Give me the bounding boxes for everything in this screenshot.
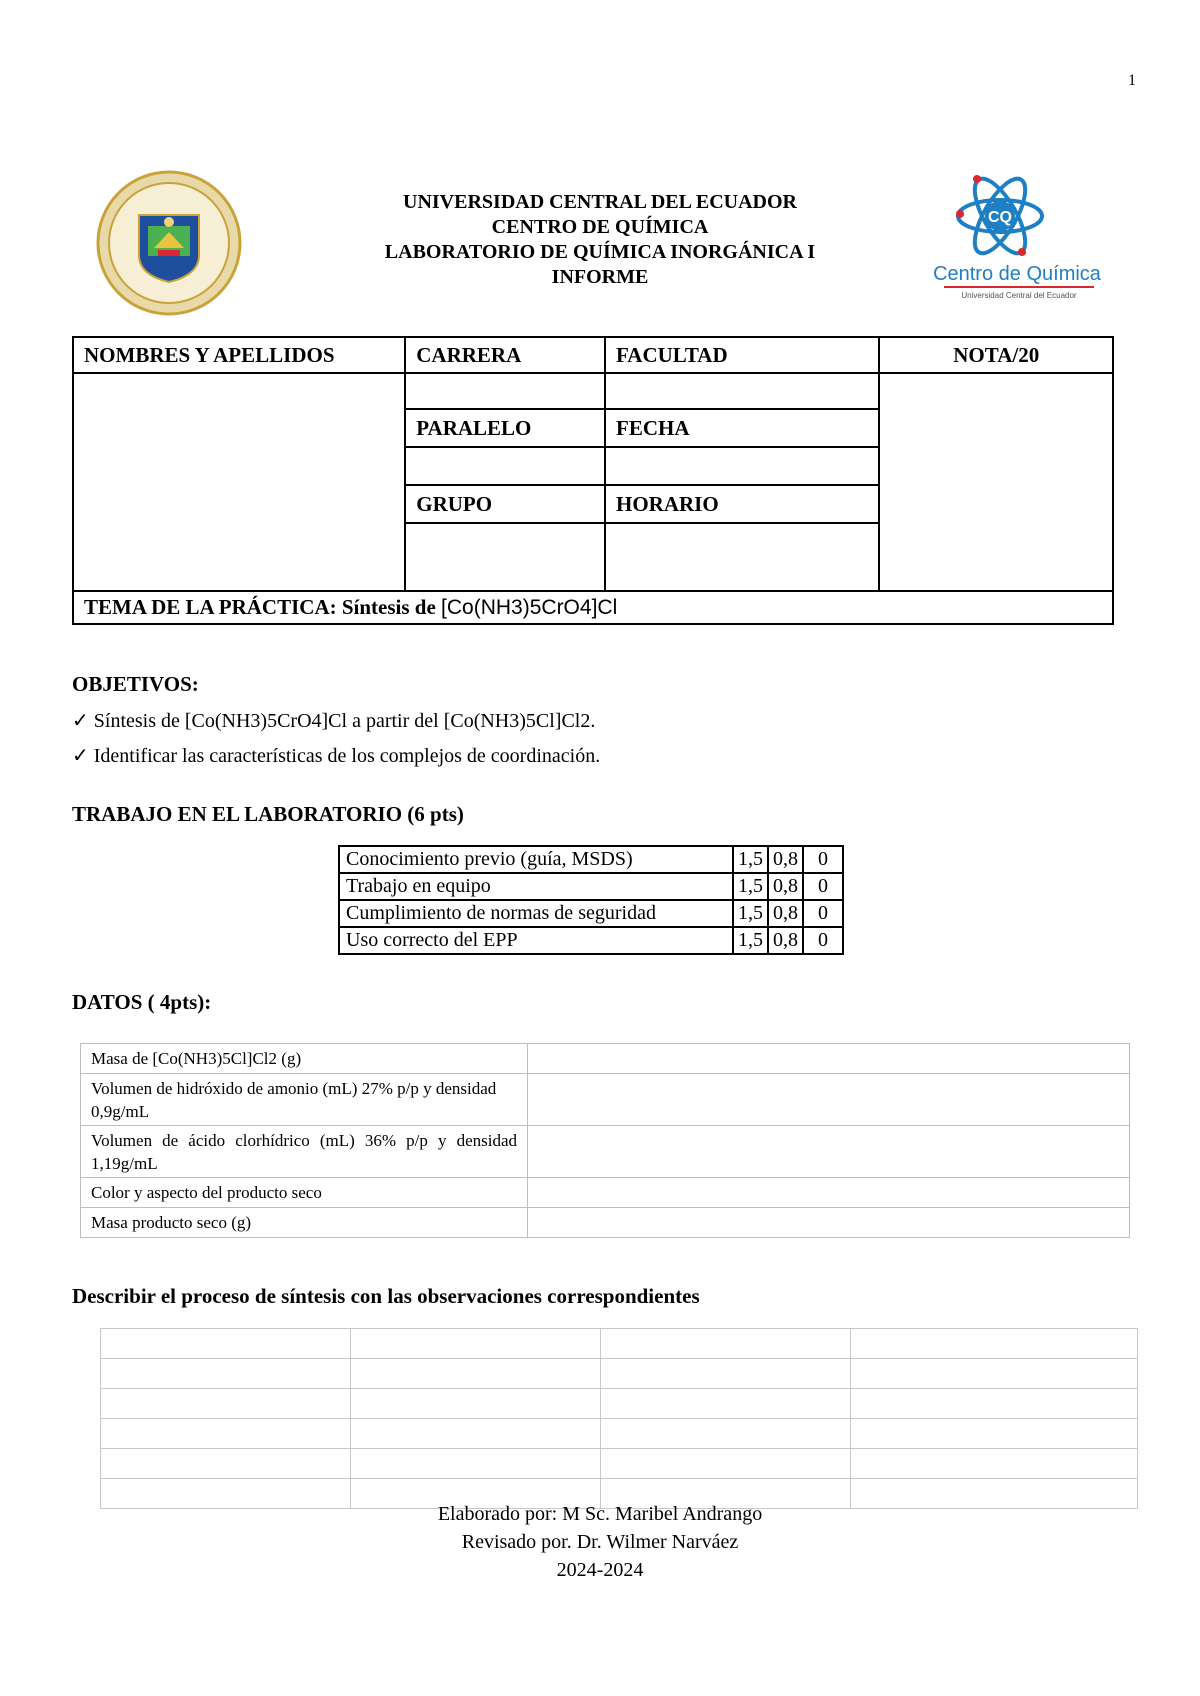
datos-value-field[interactable] bbox=[528, 1208, 1130, 1238]
centro-quimica-logo bbox=[930, 168, 1105, 308]
nota-field[interactable] bbox=[879, 373, 1113, 591]
header-grupo: GRUPO bbox=[405, 485, 605, 523]
rubric-score[interactable]: 0 bbox=[803, 846, 843, 873]
header-horario: HORARIO bbox=[605, 485, 879, 523]
rubric-score[interactable]: 0 bbox=[803, 900, 843, 927]
tema-label: TEMA DE LA PRÁCTICA: Síntesis de bbox=[84, 595, 442, 619]
rubric-row bbox=[339, 873, 843, 900]
describir-lines-table[interactable] bbox=[100, 1328, 1138, 1509]
describir-heading: Describir el proceso de síntesis con las observaciones correspondientes bbox=[72, 1284, 700, 1308]
rubric-label: Trabajo en equipo bbox=[339, 873, 733, 900]
header-facultad: FACULTAD bbox=[605, 337, 879, 373]
describir-cell[interactable] bbox=[851, 1419, 1138, 1449]
rubric-score[interactable]: 0,8 bbox=[768, 927, 803, 954]
rubric-score[interactable]: 0 bbox=[803, 873, 843, 900]
datos-row bbox=[81, 1208, 1130, 1238]
datos-value-field[interactable] bbox=[528, 1044, 1130, 1074]
rubric-label: Uso correcto del EPP bbox=[339, 927, 733, 954]
describir-cell[interactable] bbox=[351, 1449, 601, 1479]
objetivo-item: ✓ Identificar las características de los complejos de coordinación. bbox=[72, 745, 601, 767]
describir-cell[interactable] bbox=[101, 1419, 351, 1449]
title-laboratorio: LABORATORIO DE QUÍMICA INORGÁNICA I bbox=[384, 241, 816, 263]
describir-cell[interactable] bbox=[351, 1359, 601, 1389]
student-info-table bbox=[72, 336, 1114, 625]
header-carrera: CARRERA bbox=[405, 337, 605, 373]
footer-year: 2024-2024 bbox=[556, 1559, 644, 1581]
describir-cell[interactable] bbox=[351, 1419, 601, 1449]
page-number: 1 bbox=[1128, 72, 1136, 89]
datos-row bbox=[81, 1126, 1130, 1178]
describir-cell[interactable] bbox=[851, 1449, 1138, 1479]
paralelo-field[interactable] bbox=[405, 447, 605, 485]
rubric-label: Conocimiento previo (guía, MSDS) bbox=[339, 846, 733, 873]
tema-formula: [Co(NH3)5CrO4]Cl bbox=[441, 596, 618, 619]
svg-text:Centro de Química: Centro de Química bbox=[933, 263, 1101, 285]
rubric-row bbox=[339, 927, 843, 954]
title-informe: INFORME bbox=[551, 266, 649, 288]
rubric-score[interactable]: 0,8 bbox=[768, 873, 803, 900]
datos-row bbox=[81, 1074, 1130, 1126]
datos-label: Volumen de hidróxido de amonio (mL) 27% p/p y densidad 0,9g/mL bbox=[81, 1074, 528, 1126]
rubric-score[interactable]: 1,5 bbox=[733, 846, 768, 873]
svg-text:Universidad Central del Ecuado: Universidad Central del Ecuador bbox=[961, 291, 1077, 300]
datos-heading: DATOS ( 4pts): bbox=[72, 990, 212, 1014]
describir-cell[interactable] bbox=[601, 1449, 851, 1479]
carrera-field[interactable] bbox=[405, 373, 605, 409]
nombres-field[interactable] bbox=[73, 373, 405, 591]
rubric-label: Cumplimiento de normas de seguridad bbox=[339, 900, 733, 927]
header-fecha: FECHA bbox=[605, 409, 879, 447]
datos-label: Masa de [Co(NH3)5Cl]Cl2 (g) bbox=[81, 1044, 528, 1074]
describir-cell[interactable] bbox=[101, 1389, 351, 1419]
grupo-field[interactable] bbox=[405, 523, 605, 591]
describir-cell[interactable] bbox=[851, 1329, 1138, 1359]
tema-row bbox=[73, 591, 1113, 624]
datos-value-field[interactable] bbox=[528, 1178, 1130, 1208]
describir-cell[interactable] bbox=[601, 1419, 851, 1449]
footer-revisado: Revisado por. Dr. Wilmer Narváez bbox=[461, 1531, 739, 1553]
title-university: UNIVERSIDAD CENTRAL DEL ECUADOR bbox=[403, 191, 797, 213]
rubric-score[interactable]: 0 bbox=[803, 927, 843, 954]
header-paralelo: PARALELO bbox=[405, 409, 605, 447]
describir-cell[interactable] bbox=[601, 1329, 851, 1359]
describir-cell[interactable] bbox=[101, 1359, 351, 1389]
rubric-score[interactable]: 1,5 bbox=[733, 873, 768, 900]
describir-cell[interactable] bbox=[851, 1359, 1138, 1389]
describir-cell[interactable] bbox=[601, 1389, 851, 1419]
trabajo-heading: TRABAJO EN EL LABORATORIO (6 pts) bbox=[72, 802, 464, 826]
datos-row bbox=[81, 1178, 1130, 1208]
datos-row bbox=[81, 1044, 1130, 1074]
rubric-score[interactable]: 0,8 bbox=[768, 900, 803, 927]
trabajo-rubric-table bbox=[338, 845, 844, 955]
datos-label: Masa producto seco (g) bbox=[81, 1208, 528, 1238]
datos-label: Color y aspecto del producto seco bbox=[81, 1178, 528, 1208]
describir-cell[interactable] bbox=[601, 1359, 851, 1389]
university-seal-logo bbox=[96, 170, 242, 316]
describir-cell[interactable] bbox=[351, 1389, 601, 1419]
datos-value-field[interactable] bbox=[528, 1074, 1130, 1126]
objetivo-item: ✓ Síntesis de [Co(NH3)5CrO4]Cl a partir del [Co(NH3)5Cl]Cl2. bbox=[72, 710, 596, 732]
describir-cell[interactable] bbox=[351, 1329, 601, 1359]
objetivos-heading: OBJETIVOS: bbox=[72, 672, 199, 696]
document-title bbox=[300, 190, 900, 290]
header-nombres: NOMBRES Y APELLIDOS bbox=[73, 337, 405, 373]
rubric-score[interactable]: 0,8 bbox=[768, 846, 803, 873]
datos-table bbox=[80, 1043, 1130, 1238]
rubric-row bbox=[339, 900, 843, 927]
fecha-field[interactable] bbox=[605, 447, 879, 485]
describir-cell[interactable] bbox=[851, 1389, 1138, 1419]
facultad-field[interactable] bbox=[605, 373, 879, 409]
describir-cell[interactable] bbox=[101, 1329, 351, 1359]
rubric-score[interactable]: 1,5 bbox=[733, 900, 768, 927]
datos-label: Volumen de ácido clorhídrico (mL) 36% p/p y densidad 1,19g/mL bbox=[81, 1126, 528, 1178]
describir-cell[interactable] bbox=[101, 1449, 351, 1479]
title-centro: CENTRO DE QUÍMICA bbox=[491, 216, 709, 238]
footer-elaborado: Elaborado por: M Sc. Maribel Andrango bbox=[437, 1503, 763, 1525]
horario-field[interactable] bbox=[605, 523, 879, 591]
rubric-score[interactable]: 1,5 bbox=[733, 927, 768, 954]
svg-text:CQ: CQ bbox=[988, 209, 1012, 226]
footer bbox=[300, 1500, 900, 1584]
header-nota: NOTA/20 bbox=[879, 337, 1113, 373]
datos-value-field[interactable] bbox=[528, 1126, 1130, 1178]
rubric-row bbox=[339, 846, 843, 873]
